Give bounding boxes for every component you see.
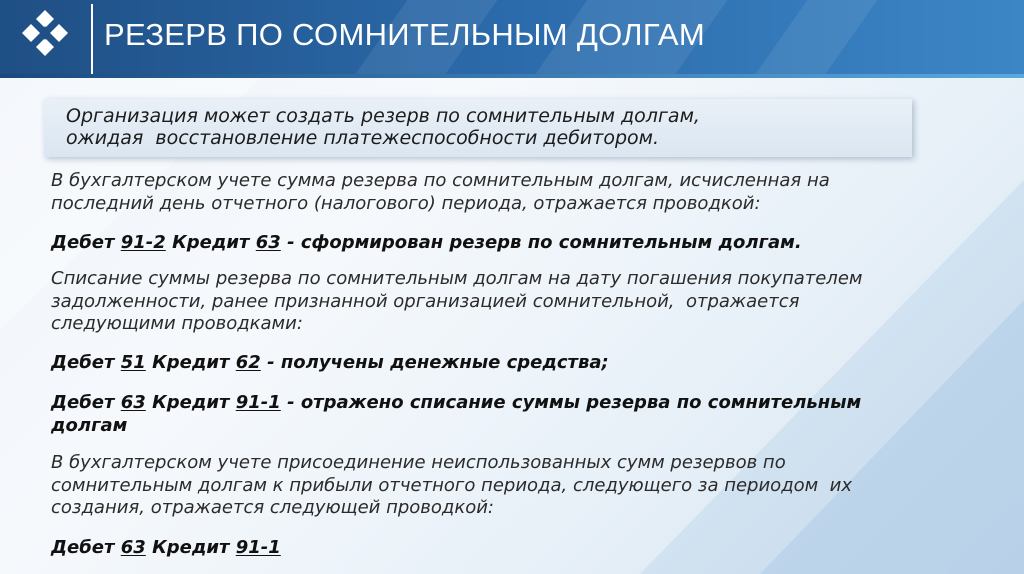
entry-1-credit-label: Кредит [172,232,250,253]
paragraph-1-line-1: В бухгалтерском учете сумма резерва по сомнительным долгам, исчисленная на [51,170,830,191]
header-accent-line [0,74,1024,78]
header-divider [91,4,93,74]
paragraph-3-line-3: создания, отражается следующей проводкой: [51,497,494,518]
entry-4-debit-account: 63 [120,537,146,558]
entry-4 [51,537,951,560]
entry-3-credit-label: Кредит [152,392,230,413]
entry-2-credit-account: 62 [235,352,261,373]
entry-4-credit-account: 91-1 [235,537,281,558]
entry-1 [51,232,951,255]
entry-2-debit-label: Дебет [51,352,115,373]
callout-box [44,99,912,157]
paragraph-1 [51,170,951,215]
paragraph-3-line-1: В бухгалтерском учете присоединение неиспользованных сумм резервов по [51,452,786,473]
entry-3-debit-label: Дебет [51,392,115,413]
entry-3-text: - отражено списание суммы резерва по сомнительным [287,392,862,413]
entry-2-credit-label: Кредит [152,352,230,373]
paragraph-2 [51,268,951,336]
entry-1-credit-account: 63 [255,232,281,253]
paragraph-2-line-2: задолженности, ранее признанной организацией сомнительной, отражается [51,290,800,312]
callout-text [66,105,906,149]
entry-4-credit-label: Кредит [152,537,230,558]
paragraph-2-line-3: следующими проводками: [51,313,303,334]
paragraph-3 [51,452,951,520]
entry-1-debit-account: 91-2 [120,232,166,253]
entry-1-text: - сформирован резерв по сомнительным долгам. [287,232,802,253]
paragraph-3-line-2: сомнительным долгам к прибыли отчетного периода, следующего за периодом их [51,474,853,496]
entry-2 [51,352,951,375]
entry-3-line-2: долгам [51,414,128,436]
entry-4-debit-label: Дебет [51,537,115,558]
entry-3-credit-account: 91-1 [235,392,281,413]
entry-2-text: - получены денежные средства; [267,352,609,373]
entry-3-debit-account: 63 [120,392,146,413]
header-bar [0,0,1024,78]
paragraph-2-line-1: Списание суммы резерва по сомнительным долгам на дату погашения покупателем [51,268,863,289]
paragraph-1-line-2: последний день отчетного (налогового) периода, отражается проводкой: [51,192,761,214]
callout-line-1: Организация может создать резерв по сомнительным долгам, [66,105,700,127]
page-title: РЕЗЕРВ ПО СОМНИТЕЛЬНЫМ ДОЛГАМ [104,17,705,52]
callout-line-2: ожидая восстановление платежеспособности дебитором. [66,127,660,149]
entry-3 [51,392,951,437]
diamond-tiles-logo-icon [14,6,76,68]
entry-2-debit-account: 51 [120,352,146,373]
entry-1-debit-label: Дебет [51,232,115,253]
